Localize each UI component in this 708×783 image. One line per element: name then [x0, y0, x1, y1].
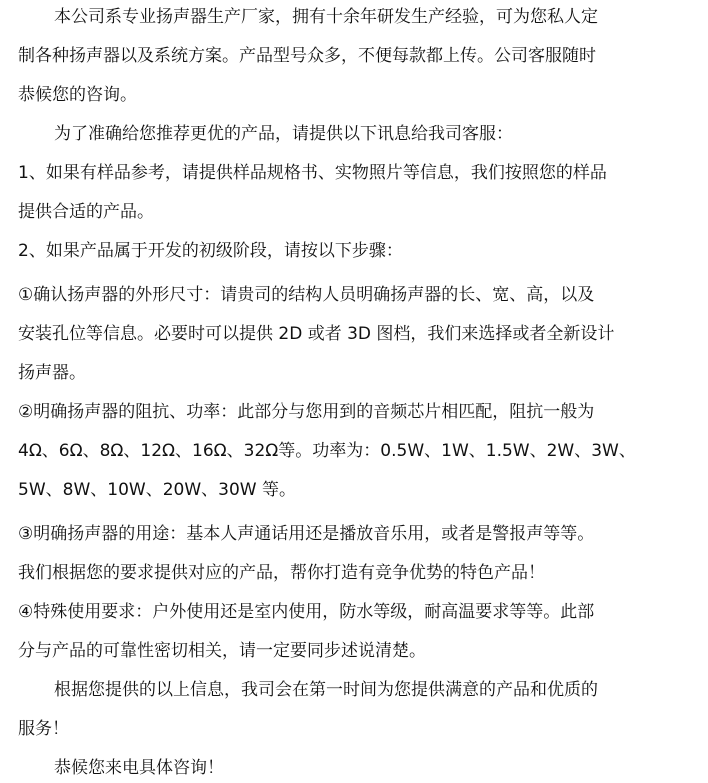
item-2-heading: 2、如果产品属于开发的初级阶段，请按以下步骤： [18, 241, 403, 261]
intro-line-3: 恭候您的咨询。 [18, 85, 137, 105]
request-line: 为了准确给您推荐更优的产品，请提供以下讯息给我司客服： [54, 124, 513, 144]
step-1-line-2: 安装孔位等信息。必要时可以提供 2D 或者 3D 图档，我们来选择或者全新设计 [18, 324, 615, 344]
intro-line-1: 本公司系专业扬声器生产厂家，拥有十余年研发生产经验，可为您私人定 [54, 7, 598, 27]
closing-line-1: 根据您提供的以上信息，我司会在第一时间为您提供满意的产品和优质的 [54, 680, 598, 700]
closing-line-3: 恭候您来电具体咨询！ [54, 758, 224, 778]
step-1-line-1: ①确认扬声器的外形尺寸：请贵司的结构人员明确扬声器的长、宽、高，以及 [18, 285, 595, 305]
step-4-line-1: ④特殊使用要求：户外使用还是室内使用，防水等级，耐高温要求等等。此部 [18, 602, 595, 622]
step-2-line-3: 5W、8W、10W、20W、30W 等。 [18, 480, 296, 500]
item-1-line-1: 1、如果有样品参考，请提供样品规格书、实物照片等信息，我们按照您的样品 [18, 163, 607, 183]
closing-line-2: 服务！ [18, 719, 69, 739]
intro-line-2: 制各种扬声器以及系统方案。产品型号众多，不便每款都上传。公司客服随时 [18, 46, 596, 66]
item-1-line-2: 提供合适的产品。 [18, 202, 154, 222]
step-2-line-2: 4Ω、6Ω、8Ω、12Ω、16Ω、32Ω等。功率为：0.5W、1W、1.5W、2W、3W、 [18, 441, 636, 461]
step-4-line-2: 分与产品的可靠性密切相关，请一定要同步述说清楚。 [18, 641, 426, 661]
step-3-line-2: 我们根据您的要求提供对应的产品，帮你打造有竞争优势的特色产品！ [18, 563, 545, 583]
step-2-line-1: ②明确扬声器的阻抗、功率：此部分与您用到的音频芯片相匹配，阻抗一般为 [18, 402, 595, 422]
step-3-line-1: ③明确扬声器的用途：基本人声通话用还是播放音乐用，或者是警报声等等。 [18, 524, 595, 544]
step-1-line-3: 扬声器。 [18, 363, 86, 383]
